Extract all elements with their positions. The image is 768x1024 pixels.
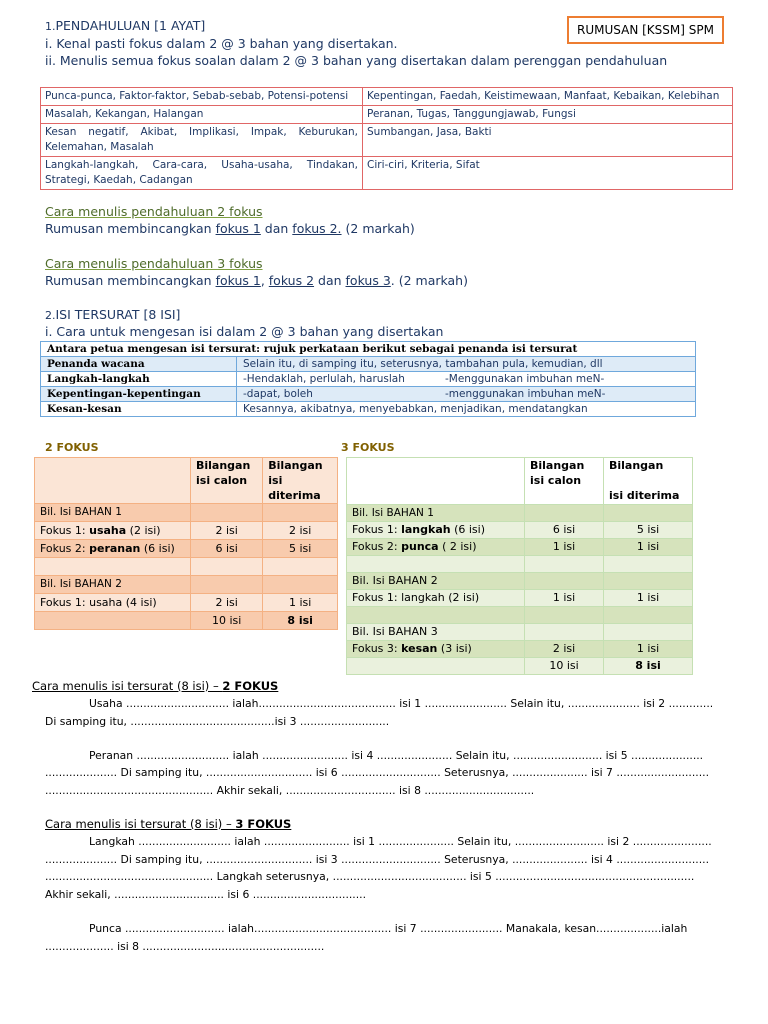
table-cell: 1 isi	[604, 641, 693, 658]
table-cell: 1 isi	[604, 539, 693, 556]
table-row	[347, 505, 693, 522]
text: (6 isi)	[450, 523, 485, 536]
table-cell	[347, 539, 525, 556]
intro2-heading: Cara menulis pendahuluan 2 fokus	[45, 204, 263, 219]
table-cell	[604, 505, 693, 522]
write3-line: Punca ............................. ialah........................................ isi 7 ........................ Manakala, kesan...................ialah	[89, 922, 688, 935]
table-cell: 5 isi	[604, 522, 693, 539]
text: (3 isi)	[437, 642, 472, 655]
text: Cara menulis isi tersurat (8 isi) –	[32, 679, 223, 693]
table-cell: Fokus 1: usaha (4 isi)	[35, 594, 191, 612]
table-row	[347, 556, 693, 573]
text: ( 2 isi)	[438, 540, 477, 553]
table-cell: 6 isi	[525, 522, 604, 539]
text: Fokus 1:	[352, 523, 402, 536]
table-header	[604, 458, 693, 505]
text: (2 markah)	[341, 221, 415, 236]
tips-table	[40, 341, 696, 417]
table-cell: Langkah-langkah	[41, 372, 237, 387]
table-row	[35, 504, 338, 522]
write3-line: ................................................. Langkah seterusnya, ....................................... isi 5 ..........................................................	[45, 870, 695, 883]
table-row	[347, 607, 693, 624]
table-row	[41, 357, 696, 372]
table-cell: 1 isi	[263, 594, 338, 612]
text: dan	[314, 273, 346, 288]
table-row	[41, 372, 696, 387]
write2-line: Peranan ........................... ialah ......................... isi 4 ...................... Selain itu, .......................... isi 5 .....................	[89, 749, 704, 762]
table-cell: 2 isi	[263, 522, 338, 540]
table-cell: Ciri-ciri, Kriteria, Sifat	[363, 157, 733, 190]
table-cell: 1 isi	[525, 539, 604, 556]
text: Fokus 2:	[352, 540, 402, 553]
table-cell: 2 isi	[525, 641, 604, 658]
text: peranan	[89, 542, 141, 555]
write3-title	[45, 816, 291, 834]
table-cell: Bil. Isi BAHAN 3	[347, 624, 525, 641]
section1-point-ii: ii. Menulis semua fokus soalan dalam 2 @ 3 bahan yang disertakan dalam perenggan pendahuluan	[45, 53, 668, 68]
table-cell	[35, 612, 191, 630]
table-cell: -Menggunakan imbuhan meN-	[439, 372, 696, 387]
text: usaha	[89, 524, 127, 537]
table-row	[347, 641, 693, 658]
table-cell: 6 isi	[191, 540, 263, 558]
text: . (2 markah)	[390, 273, 468, 288]
table-cell: Masalah, Kekangan, Halangan	[41, 106, 363, 124]
table-cell: -menggunakan imbuhan meN-	[439, 387, 696, 402]
table-row	[35, 612, 338, 630]
write2-line: ..................... Di samping itu, ............................... isi 6 ............................. Seterusnya, ...................... isi 7 ...........................	[45, 766, 710, 779]
write2-title	[32, 678, 278, 696]
table-row	[347, 539, 693, 556]
table-row	[41, 88, 733, 106]
write3-line: .................... isi 8 .....................................................	[45, 940, 325, 953]
table-cell: Kepentingan, Faedah, Keistimewaan, Manfaat, Kebaikan, Kelebihan	[363, 88, 733, 106]
table-cell	[347, 522, 525, 539]
text: Fokus 3:	[352, 642, 402, 655]
table-cell: -Hendaklah, perlulah, haruslah	[237, 372, 440, 387]
section2-heading: ISI TERSURAT [8 ISI]	[55, 307, 181, 322]
table-cell	[263, 558, 338, 576]
table-cell	[347, 658, 525, 675]
focus-2: fokus 2	[268, 273, 315, 288]
table-cell: 2 isi	[191, 522, 263, 540]
text: (2 isi)	[126, 524, 161, 537]
section1-point-i: i. Kenal pasti fokus dalam 2 @ 3 bahan yang disertakan.	[45, 36, 398, 51]
table-cell	[35, 458, 191, 504]
table-cell: Fokus 1: langkah (2 isi)	[347, 590, 525, 607]
write3-line: Akhir sekali, ................................ isi 6 .................................	[45, 888, 367, 901]
table-cell: Penanda wacana	[41, 357, 237, 372]
section1-heading: PENDAHULUAN [1 AYAT]	[55, 18, 206, 33]
table-cell	[525, 607, 604, 624]
table-cell: Sumbangan, Jasa, Bakti	[363, 124, 733, 157]
table-cell: Bil. Isi BAHAN 2	[347, 573, 525, 590]
table-cell	[525, 624, 604, 641]
table-row	[347, 590, 693, 607]
table-cell	[347, 458, 525, 505]
text: Fokus 1:	[40, 524, 90, 537]
section1-number: 1.	[45, 20, 56, 33]
table-cell: Kepentingan-kepentingan	[41, 387, 237, 402]
table-header: Bilangan isi calon	[191, 458, 263, 504]
table-cell	[525, 573, 604, 590]
table-header-row	[347, 458, 693, 505]
table-header: Bilangan isi diterima	[263, 458, 338, 504]
table-header-row	[35, 458, 338, 504]
text: (6 isi)	[140, 542, 175, 555]
text: langkah	[401, 523, 451, 536]
table-cell	[347, 556, 525, 573]
text: Cara menulis isi tersurat (8 isi) –	[45, 817, 236, 831]
table-cell: Bil. Isi BAHAN 1	[347, 505, 525, 522]
table-header: Bilangan isi calon	[525, 458, 604, 505]
table-row	[35, 594, 338, 612]
text: isi diterima	[609, 489, 680, 502]
table-cell: 10 isi	[525, 658, 604, 675]
table-cell: Kesannya, akibatnya, menyebabkan, menjadikan, mendatangkan	[237, 402, 696, 417]
text: kesan	[401, 642, 438, 655]
text: ,	[260, 273, 269, 288]
section2-title	[45, 306, 180, 324]
table-cell: 1 isi	[525, 590, 604, 607]
fokus2-label: 2 FOKUS	[45, 441, 99, 454]
table-cell: 10 isi	[191, 612, 263, 630]
text: 2 FOKUS	[222, 679, 279, 693]
text: Fokus 2:	[40, 542, 90, 555]
table-row	[41, 106, 733, 124]
text: dan	[260, 221, 293, 236]
table-row	[347, 624, 693, 641]
table-cell	[604, 607, 693, 624]
table-header-row	[41, 342, 696, 357]
focus-3: fokus 3	[345, 273, 391, 288]
text: punca	[401, 540, 439, 553]
table-cell	[35, 522, 191, 540]
intro2-formula	[45, 220, 415, 237]
write2-line: Di samping itu, ..........................................isi 3 ..........................	[45, 715, 390, 728]
table-row	[41, 387, 696, 402]
table-cell: 1 isi	[604, 590, 693, 607]
table-row	[35, 540, 338, 558]
table-cell: Bil. Isi BAHAN 2	[35, 576, 191, 594]
table-cell	[347, 641, 525, 658]
write3-line: Langkah ........................... ialah ......................... isi 1 ...................... Selain itu, .......................... isi 2 .......................	[89, 835, 712, 848]
text: Bilangan	[609, 459, 664, 472]
table-row	[347, 573, 693, 590]
table-cell	[525, 556, 604, 573]
table-cell: Langkah-langkah, Cara-cara, Usaha-usaha, Tindakan, Strategi, Kaedah, Cadangan	[41, 157, 363, 190]
table-cell: 8 isi	[604, 658, 693, 675]
table-row	[347, 658, 693, 675]
focus-1: fokus 1	[215, 273, 261, 288]
focus-1: fokus 1	[215, 221, 261, 236]
table-cell	[263, 504, 338, 522]
table-cell	[191, 558, 263, 576]
table-row	[41, 124, 733, 157]
table-cell	[604, 573, 693, 590]
table-cell: 8 isi	[263, 612, 338, 630]
table-row	[41, 402, 696, 417]
table-cell: Bil. Isi BAHAN 1	[35, 504, 191, 522]
table-cell: Kesan-kesan	[41, 402, 237, 417]
text: 3 FOKUS	[235, 817, 292, 831]
focus-keywords-table	[40, 87, 733, 190]
write2-line: ................................................. Akhir sekali, ................................ isi 8 ................................	[45, 784, 535, 797]
table-cell	[604, 624, 693, 641]
focus-2: fokus 2.	[292, 221, 342, 236]
table-cell: Selain itu, di samping itu, seterusnya, tambahan pula, kemudian, dll	[237, 357, 696, 372]
table-cell	[263, 576, 338, 594]
table-cell	[525, 505, 604, 522]
fokus3-table	[346, 457, 693, 675]
table-row	[35, 576, 338, 594]
section1-title	[45, 17, 205, 35]
section2-point-i: i. Cara untuk mengesan isi dalam 2 @ 3 bahan yang disertakan	[45, 324, 444, 339]
table-cell	[35, 558, 191, 576]
table-row	[41, 157, 733, 190]
table-cell: 5 isi	[263, 540, 338, 558]
rumusan-badge: RUMUSAN [KSSM] SPM	[567, 16, 724, 44]
fokus2-table	[34, 457, 338, 630]
intro3-heading: Cara menulis pendahuluan 3 fokus	[45, 256, 263, 271]
table-row	[35, 522, 338, 540]
table-cell	[347, 607, 525, 624]
table-cell: 2 isi	[191, 594, 263, 612]
table-cell	[35, 540, 191, 558]
table-row	[35, 558, 338, 576]
write2-line: Usaha .............................. ialah........................................ isi 1 ........................ Selain itu, ..................... isi 2 .............	[89, 697, 714, 710]
table-cell: Punca-punca, Faktor-faktor, Sebab-sebab, Potensi-potensi	[41, 88, 363, 106]
table-cell	[191, 576, 263, 594]
section2-number: 2.	[45, 309, 56, 322]
table-header: Antara petua mengesan isi tersurat: rujuk perkataan berikut sebagai penanda isi tersurat	[41, 342, 696, 357]
text: Rumusan membincangkan	[45, 221, 216, 236]
fokus3-label: 3 FOKUS	[341, 441, 395, 454]
table-row	[347, 522, 693, 539]
table-cell: -dapat, boleh	[237, 387, 440, 402]
table-cell: Peranan, Tugas, Tanggungjawab, Fungsi	[363, 106, 733, 124]
intro3-formula	[45, 272, 468, 289]
table-cell	[604, 556, 693, 573]
table-cell	[191, 504, 263, 522]
table-cell: Kesan negatif, Akibat, Implikasi, Impak, Keburukan, Kelemahan, Masalah	[41, 124, 363, 157]
write3-line: ..................... Di samping itu, ............................... isi 3 ............................. Seterusnya, ...................... isi 4 ...........................	[45, 853, 710, 866]
text: Rumusan membincangkan	[45, 273, 216, 288]
